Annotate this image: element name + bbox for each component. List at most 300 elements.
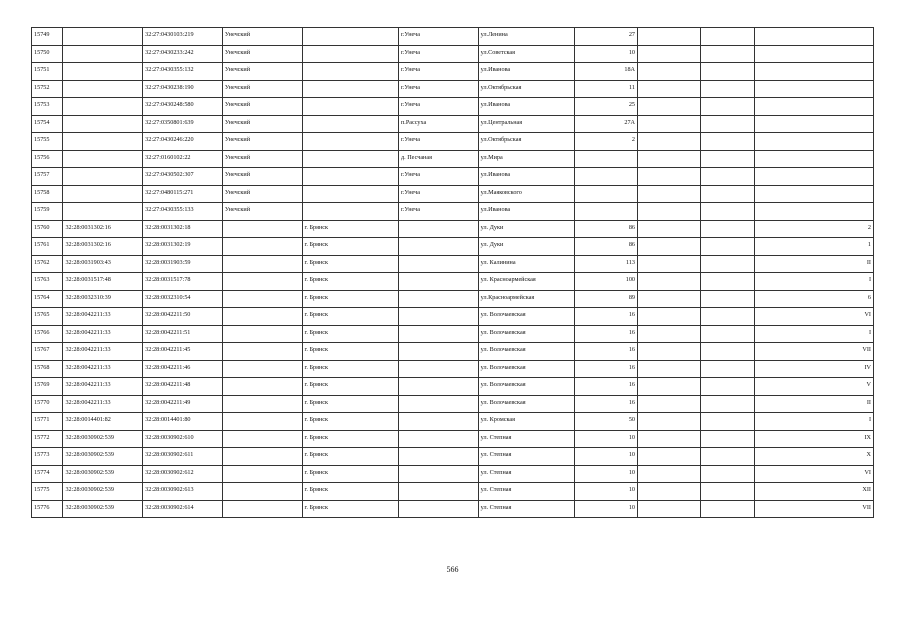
building-cell [638,360,701,378]
house-number-cell: 11 [575,80,638,98]
house-number-cell: 27А [575,115,638,133]
table-row [32,238,874,256]
house-number-cell [575,203,638,221]
district-cell [222,360,302,378]
table-row [32,343,874,361]
settlement-cell [398,395,478,413]
row-number-cell: 15774 [32,465,63,483]
house-number-cell: 16 [575,360,638,378]
building-cell [638,28,701,46]
street-cell: ул. Степная [478,448,574,466]
settlement-cell: г.Унеча [398,80,478,98]
settlement-cell [398,430,478,448]
district-cell: Унечский [222,98,302,116]
cadastral-number-cell: 32:28:0032310:54 [143,290,223,308]
city-cell [302,98,398,116]
street-cell: ул.Октябрьская [478,133,574,151]
cadastral-number-cell: 32:27:0430238:190 [143,80,223,98]
structure-cell [700,150,755,168]
structure-cell [700,360,755,378]
city-cell: г. Брянск [302,430,398,448]
house-number-cell: 10 [575,465,638,483]
district-cell [222,255,302,273]
cadastral-number-cell: 32:28:0031302:18 [143,220,223,238]
premises-cell: V [755,378,874,396]
building-cell [638,168,701,186]
house-number-cell: 89 [575,290,638,308]
premises-cell: 2 [755,220,874,238]
city-cell [302,203,398,221]
building-cell [638,448,701,466]
district-cell: Унечский [222,203,302,221]
row-number-cell: 15755 [32,133,63,151]
table-row [32,255,874,273]
district-cell [222,465,302,483]
settlement-cell [398,360,478,378]
house-number-cell: 10 [575,430,638,448]
house-number-cell: 10 [575,448,638,466]
house-number-cell: 10 [575,45,638,63]
district-cell: Унечский [222,150,302,168]
table-row [32,203,874,221]
premises-cell [755,45,874,63]
row-number-cell: 15762 [32,255,63,273]
structure-cell [700,500,755,518]
premises-cell: XII [755,483,874,501]
cadastral-number-cell: 32:27:0430502:307 [143,168,223,186]
parent-cadastral-cell: 32:28:0031302:16 [63,220,143,238]
city-cell: г. Брянск [302,325,398,343]
parent-cadastral-cell: 32:28:0031903:43 [63,255,143,273]
parent-cadastral-cell: 32:28:0030902:539 [63,430,143,448]
house-number-cell: 27 [575,28,638,46]
building-cell [638,413,701,431]
premises-cell: IV [755,360,874,378]
settlement-cell [398,255,478,273]
row-number-cell: 15764 [32,290,63,308]
district-cell: Унечский [222,185,302,203]
city-cell [302,45,398,63]
settlement-cell: г.Унеча [398,203,478,221]
district-cell [222,273,302,291]
table-row [32,395,874,413]
cadastral-number-cell: 32:28:0042211:46 [143,360,223,378]
house-number-cell: 16 [575,343,638,361]
structure-cell [700,430,755,448]
parent-cadastral-cell: 32:28:0042211:33 [63,343,143,361]
structure-cell [700,185,755,203]
district-cell: Унечский [222,168,302,186]
cadastral-number-cell: 32:28:0030902:613 [143,483,223,501]
district-cell [222,500,302,518]
building-cell [638,343,701,361]
structure-cell [700,45,755,63]
table-row [32,150,874,168]
row-number-cell: 15761 [32,238,63,256]
table-row [32,465,874,483]
cadastral-number-cell: 32:28:0042211:50 [143,308,223,326]
city-cell: г. Брянск [302,343,398,361]
registry-table [31,27,874,518]
house-number-cell: 10 [575,500,638,518]
table-row [32,290,874,308]
structure-cell [700,168,755,186]
parent-cadastral-cell [63,185,143,203]
city-cell: г. Брянск [302,308,398,326]
structure-cell [700,255,755,273]
settlement-cell [398,290,478,308]
cadastral-number-cell: 32:28:0042211:49 [143,395,223,413]
cadastral-number-cell: 32:28:0014401:80 [143,413,223,431]
structure-cell [700,308,755,326]
table-row [32,220,874,238]
building-cell [638,273,701,291]
structure-cell [700,98,755,116]
settlement-cell: г.Унеча [398,98,478,116]
structure-cell [700,273,755,291]
city-cell: г. Брянск [302,395,398,413]
cadastral-number-cell: 32:28:0031302:19 [143,238,223,256]
district-cell [222,238,302,256]
structure-cell [700,63,755,81]
house-number-cell [575,185,638,203]
row-number-cell: 15751 [32,63,63,81]
parent-cadastral-cell: 32:28:0042211:33 [63,325,143,343]
city-cell [302,133,398,151]
settlement-cell [398,343,478,361]
building-cell [638,220,701,238]
street-cell: ул. Волочаевская [478,395,574,413]
building-cell [638,80,701,98]
settlement-cell [398,448,478,466]
district-cell [222,220,302,238]
row-number-cell: 15767 [32,343,63,361]
house-number-cell: 16 [575,308,638,326]
table-row [32,500,874,518]
house-number-cell: 16 [575,325,638,343]
premises-cell: 1 [755,238,874,256]
parent-cadastral-cell [63,45,143,63]
district-cell [222,290,302,308]
structure-cell [700,133,755,151]
premises-cell [755,115,874,133]
settlement-cell [398,413,478,431]
city-cell: г. Брянск [302,483,398,501]
building-cell [638,430,701,448]
parent-cadastral-cell [63,115,143,133]
building-cell [638,185,701,203]
parent-cadastral-cell [63,133,143,151]
city-cell [302,168,398,186]
settlement-cell [398,378,478,396]
house-number-cell [575,150,638,168]
house-number-cell: 2 [575,133,638,151]
building-cell [638,150,701,168]
premises-cell: IX [755,430,874,448]
building-cell [638,203,701,221]
settlement-cell: п.Рассуха [398,115,478,133]
building-cell [638,465,701,483]
street-cell: ул. Дуки [478,238,574,256]
row-number-cell: 15760 [32,220,63,238]
parent-cadastral-cell: 32:28:0030902:539 [63,448,143,466]
district-cell [222,325,302,343]
structure-cell [700,465,755,483]
street-cell: ул. Волочаевская [478,325,574,343]
city-cell [302,185,398,203]
district-cell [222,483,302,501]
cadastral-number-cell: 32:28:0031903:59 [143,255,223,273]
settlement-cell: г.Унеча [398,63,478,81]
structure-cell [700,395,755,413]
house-number-cell: 10 [575,483,638,501]
structure-cell [700,343,755,361]
premises-cell: II [755,395,874,413]
district-cell [222,343,302,361]
cadastral-number-cell: 32:27:0480115:271 [143,185,223,203]
street-cell: ул. Степная [478,465,574,483]
premises-cell [755,80,874,98]
district-cell: Унечский [222,133,302,151]
parent-cadastral-cell [63,203,143,221]
table-body [32,28,874,518]
street-cell: ул.Советская [478,45,574,63]
cadastral-number-cell: 32:27:0430248:580 [143,98,223,116]
cadastral-number-cell: 32:28:0030902:614 [143,500,223,518]
cadastral-number-cell: 32:27:0430355:133 [143,203,223,221]
city-cell: г. Брянск [302,220,398,238]
settlement-cell: г.Унеча [398,28,478,46]
cadastral-number-cell: 32:28:0030902:610 [143,430,223,448]
cadastral-number-cell: 32:28:0042211:48 [143,378,223,396]
table-row [32,448,874,466]
building-cell [638,115,701,133]
table-row [32,80,874,98]
parent-cadastral-cell: 32:28:0042211:33 [63,360,143,378]
city-cell: г. Брянск [302,238,398,256]
table-row [32,45,874,63]
table-row [32,115,874,133]
parent-cadastral-cell: 32:28:0014401:82 [63,413,143,431]
structure-cell [700,28,755,46]
row-number-cell: 15763 [32,273,63,291]
street-cell: ул. Волочаевская [478,378,574,396]
premises-cell: VI [755,465,874,483]
house-number-cell: 18А [575,63,638,81]
row-number-cell: 15753 [32,98,63,116]
structure-cell [700,483,755,501]
street-cell: ул. Волочаевская [478,343,574,361]
building-cell [638,45,701,63]
table-row [32,360,874,378]
street-cell: ул. Калинина [478,255,574,273]
table-row [32,98,874,116]
premises-cell: I [755,325,874,343]
row-number-cell: 15757 [32,168,63,186]
premises-cell: 6 [755,290,874,308]
structure-cell [700,378,755,396]
district-cell [222,395,302,413]
row-number-cell: 15775 [32,483,63,501]
row-number-cell: 15766 [32,325,63,343]
row-number-cell: 15756 [32,150,63,168]
street-cell: ул.Иванова [478,168,574,186]
settlement-cell: д. Песчаная [398,150,478,168]
house-number-cell: 16 [575,395,638,413]
street-cell: ул.Октябрьская [478,80,574,98]
settlement-cell: г.Унеча [398,185,478,203]
premises-cell [755,133,874,151]
table-row [32,483,874,501]
parent-cadastral-cell [63,98,143,116]
page-number: 566 [446,565,459,574]
district-cell: Унечский [222,28,302,46]
premises-cell [755,203,874,221]
cadastral-number-cell: 32:27:0430246:220 [143,133,223,151]
district-cell [222,378,302,396]
table-row [32,273,874,291]
city-cell: г. Брянск [302,465,398,483]
district-cell: Унечский [222,45,302,63]
street-cell: ул. Волочаевская [478,360,574,378]
structure-cell [700,80,755,98]
table-row [32,28,874,46]
building-cell [638,325,701,343]
parent-cadastral-cell [63,168,143,186]
settlement-cell: г.Унеча [398,168,478,186]
parent-cadastral-cell: 32:28:0042211:33 [63,395,143,413]
parent-cadastral-cell [63,28,143,46]
city-cell: г. Брянск [302,290,398,308]
cadastral-number-cell: 32:28:0031517:78 [143,273,223,291]
parent-cadastral-cell: 32:28:0031517:48 [63,273,143,291]
house-number-cell [575,168,638,186]
parent-cadastral-cell: 32:28:0030902:539 [63,483,143,501]
settlement-cell [398,483,478,501]
premises-cell [755,185,874,203]
district-cell [222,448,302,466]
house-number-cell: 16 [575,378,638,396]
building-cell [638,308,701,326]
district-cell [222,308,302,326]
street-cell: ул. Красноармейская [478,273,574,291]
city-cell [302,63,398,81]
settlement-cell [398,465,478,483]
row-number-cell: 15771 [32,413,63,431]
row-number-cell: 15752 [32,80,63,98]
building-cell [638,483,701,501]
premises-cell [755,98,874,116]
building-cell [638,98,701,116]
city-cell: г. Брянск [302,413,398,431]
city-cell: г. Брянск [302,500,398,518]
settlement-cell [398,500,478,518]
cadastral-number-cell: 32:28:0042211:45 [143,343,223,361]
settlement-cell: г.Унеча [398,133,478,151]
premises-cell: VI [755,308,874,326]
city-cell [302,150,398,168]
house-number-cell: 86 [575,238,638,256]
table-row [32,413,874,431]
house-number-cell: 25 [575,98,638,116]
settlement-cell: г.Унеча [398,45,478,63]
parent-cadastral-cell: 32:28:0032310:39 [63,290,143,308]
district-cell: Унечский [222,115,302,133]
parent-cadastral-cell: 32:28:0042211:33 [63,378,143,396]
table-row [32,185,874,203]
structure-cell [700,238,755,256]
row-number-cell: 15768 [32,360,63,378]
row-number-cell: 15769 [32,378,63,396]
building-cell [638,290,701,308]
street-cell: ул.Иванова [478,98,574,116]
building-cell [638,500,701,518]
cadastral-number-cell: 32:27:0430233:242 [143,45,223,63]
street-cell: ул.Центральная [478,115,574,133]
premises-cell: II [755,255,874,273]
house-number-cell: 113 [575,255,638,273]
premises-cell [755,150,874,168]
building-cell [638,133,701,151]
structure-cell [700,413,755,431]
premises-cell: VII [755,500,874,518]
city-cell [302,115,398,133]
district-cell: Унечский [222,63,302,81]
cadastral-number-cell: 32:28:0030902:612 [143,465,223,483]
row-number-cell: 15758 [32,185,63,203]
structure-cell [700,115,755,133]
parent-cadastral-cell: 32:28:0030902:539 [63,465,143,483]
parent-cadastral-cell [63,63,143,81]
parent-cadastral-cell: 32:28:0031302:16 [63,238,143,256]
table-row [32,378,874,396]
premises-cell: VII [755,343,874,361]
street-cell: ул.Маяковского [478,185,574,203]
city-cell [302,80,398,98]
table-row [32,325,874,343]
parent-cadastral-cell: 32:28:0042211:33 [63,308,143,326]
row-number-cell: 15750 [32,45,63,63]
row-number-cell: 15765 [32,308,63,326]
settlement-cell [398,273,478,291]
district-cell [222,430,302,448]
table-row [32,63,874,81]
row-number-cell: 15749 [32,28,63,46]
cadastral-number-cell: 32:27:0430355:132 [143,63,223,81]
city-cell: г. Брянск [302,255,398,273]
settlement-cell [398,220,478,238]
premises-cell [755,168,874,186]
building-cell [638,395,701,413]
parent-cadastral-cell [63,150,143,168]
city-cell: г. Брянск [302,448,398,466]
street-cell: ул. Кромская [478,413,574,431]
city-cell: г. Брянск [302,273,398,291]
district-cell [222,413,302,431]
street-cell: ул. Дуки [478,220,574,238]
row-number-cell: 15770 [32,395,63,413]
table-row [32,168,874,186]
cadastral-number-cell: 32:27:0160102:22 [143,150,223,168]
premises-cell: I [755,413,874,431]
row-number-cell: 15759 [32,203,63,221]
cadastral-number-cell: 32:27:0430103:219 [143,28,223,46]
street-cell: ул.Иванова [478,63,574,81]
street-cell: ул.Иванова [478,203,574,221]
row-number-cell: 15776 [32,500,63,518]
city-cell: г. Брянск [302,378,398,396]
parent-cadastral-cell [63,80,143,98]
